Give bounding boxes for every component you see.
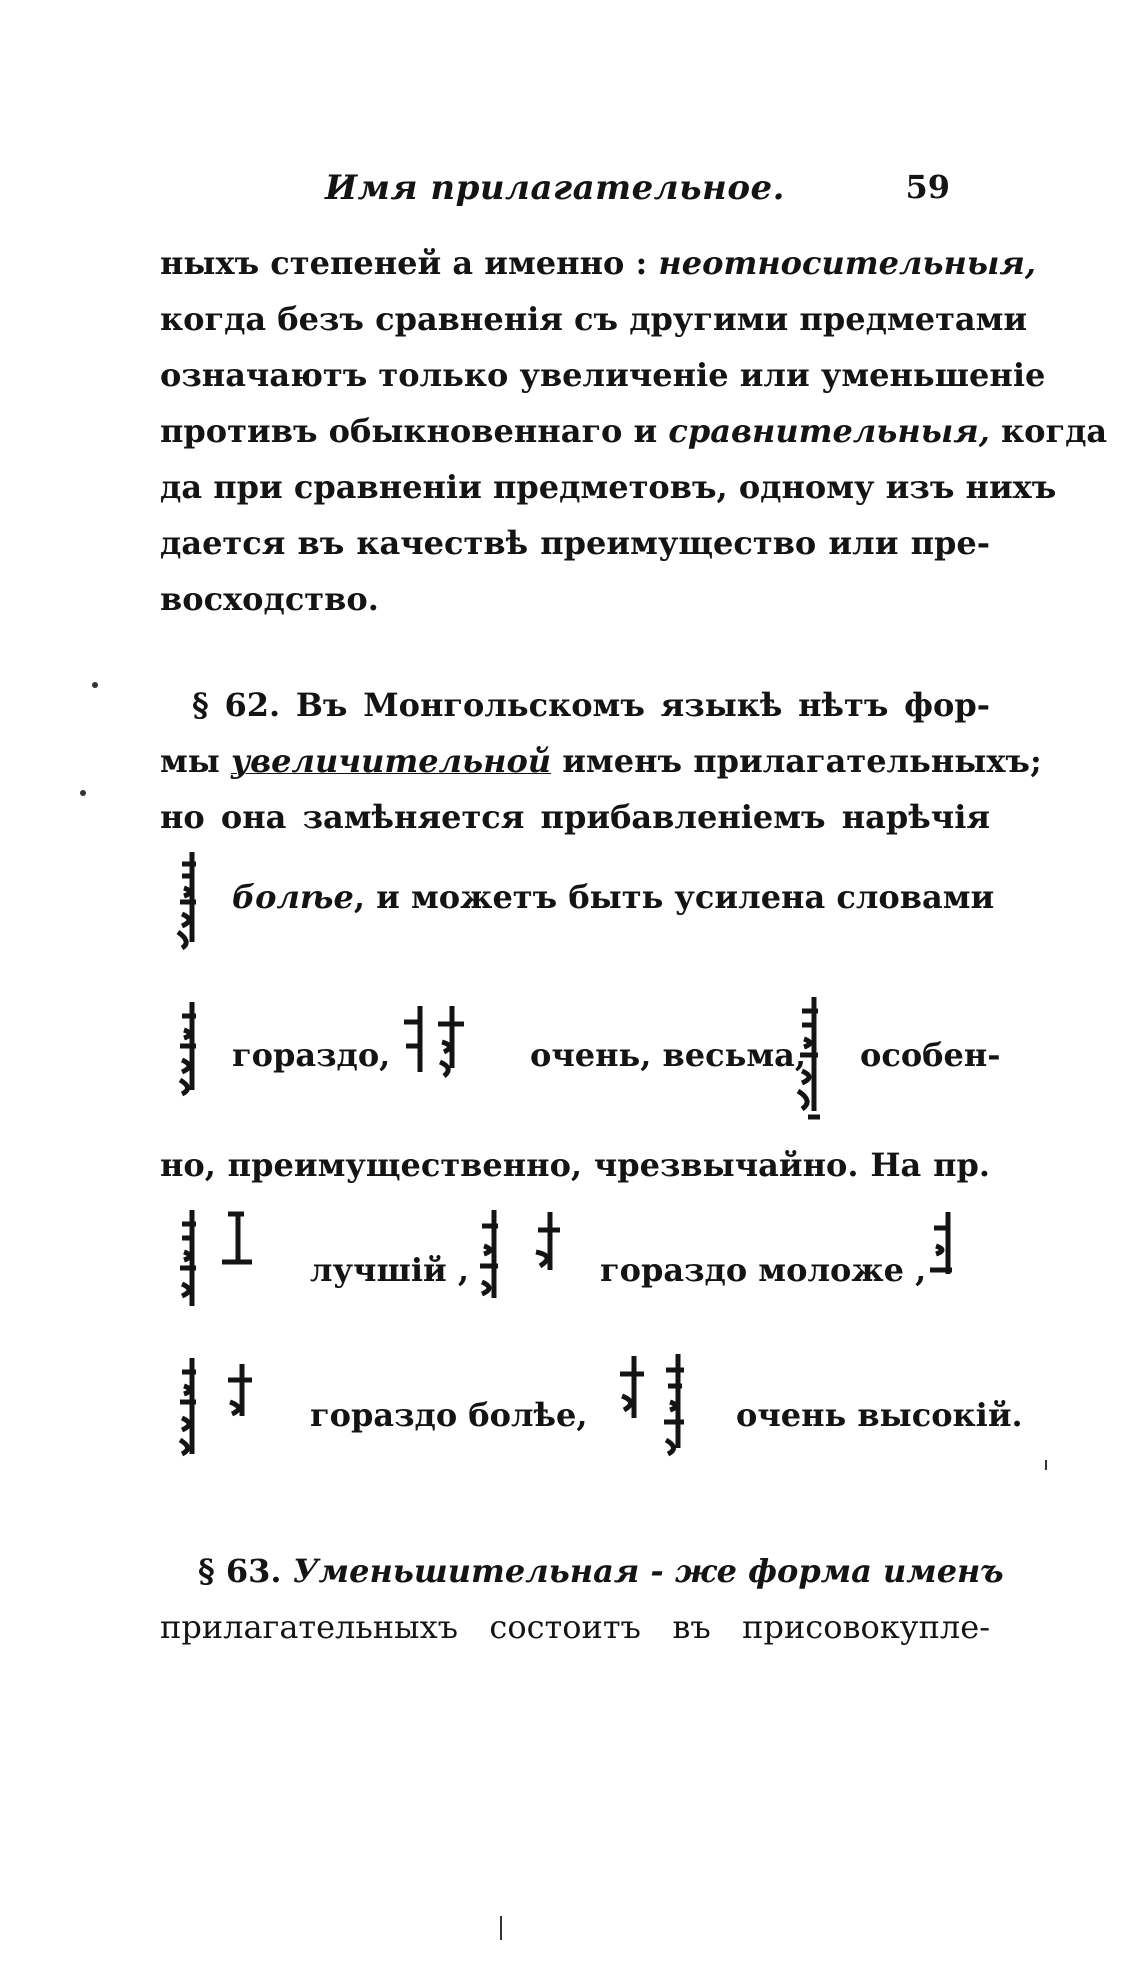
para1-line1: ныхъ степеней а именно : неотносительныя, (160, 244, 1036, 282)
section-62-osoben-text: особен- (860, 1036, 1001, 1074)
section-62-gorazdo-text: гораздо, (232, 1036, 391, 1074)
mongolian-word-vysokiy (608, 1352, 708, 1462)
section-62-line4: болѣе, и можетъ быть усилена словами (232, 878, 995, 916)
scan-speck (80, 790, 86, 796)
para1-line3: означаютъ только увеличеніе или уменьшеніе (160, 356, 1046, 394)
para1-line5: да при сравненіи предметовъ, одному изъ нихъ (160, 468, 1057, 506)
para1-line2: когда безъ сравненія съ другими предметами (160, 300, 1028, 338)
running-title: Имя прилагательное. (325, 168, 785, 208)
page-number: 59 (905, 168, 950, 206)
section-63-line2: прилагательныхъ состоитъ въ присовокупле- (160, 1608, 990, 1646)
mongolian-word-osobenno (790, 995, 836, 1125)
scan-speck (92, 682, 98, 688)
section-62-vysokiy-text: очень высокій. (736, 1396, 1023, 1434)
para1-line6: дается въ качествѣ преимущество или пре- (160, 524, 990, 562)
mongolian-word-bolee (172, 850, 212, 950)
running-header (325, 168, 950, 214)
section-62-line6: но, преимущественно, чрезвычайно. На пр. (160, 1146, 990, 1184)
scan-speck (500, 1916, 502, 1940)
mongolian-word-ochen (390, 1002, 480, 1082)
section-63-line1: § 63. Уменьшительная - же форма именъ (198, 1552, 1004, 1590)
section-62-line2: мы увеличительной именъ прилагательныхъ; (160, 742, 1042, 780)
section-62-gorazdo-bolee-text: гораздо болѣе, (310, 1396, 588, 1434)
scan-speck (1045, 1460, 1047, 1470)
mongolian-word-gorazdo (172, 1000, 212, 1100)
mongolian-word-gorazdo-2 (172, 1356, 272, 1466)
section-62-luchshiy-text: лучшій , (310, 1251, 470, 1289)
section-62-line3: но она замѣняется прибавленіемъ нарѣчія (160, 798, 990, 836)
mongolian-word-molozhe (470, 1208, 580, 1308)
section-62-molozhe-text: гораздо моложе , (600, 1251, 927, 1289)
mongolian-word-luchshiy (172, 1208, 272, 1318)
section-62-ochen-text: очень, весьма, (530, 1036, 807, 1074)
para1-line4: противъ обыкновеннаго и сравнительныя, когда (160, 412, 1108, 450)
para1-line7: восходство. (160, 580, 379, 618)
section-62-line1: § 62. Въ Монгольскомъ языкѣ нѣтъ фор- (192, 686, 990, 724)
mongolian-word-suffix (918, 1210, 964, 1290)
